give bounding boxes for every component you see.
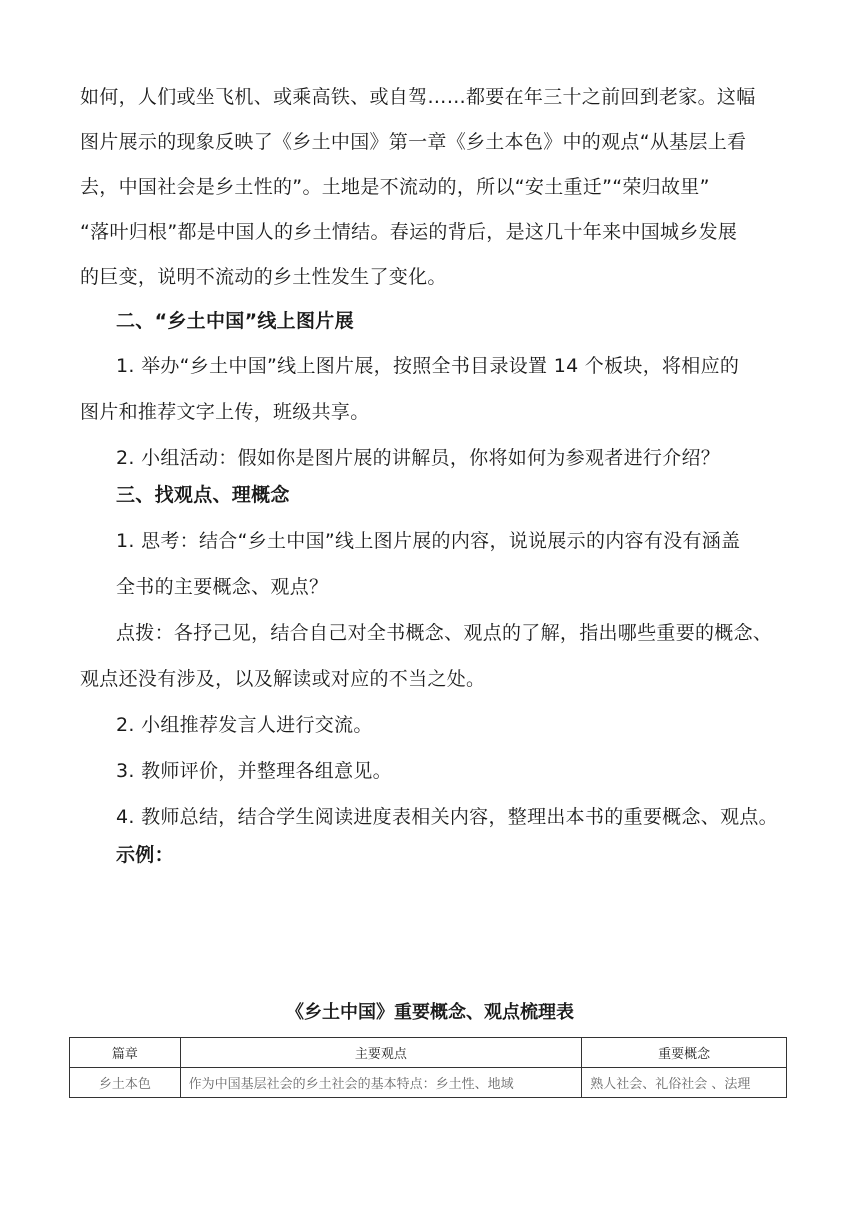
- example-label: 示例：: [116, 844, 174, 866]
- section3-tip-line1: 点拨：各抒己见，结合自己对全书概念、观点的了解，指出哪些重要的概念、: [116, 622, 773, 644]
- cell-key-concepts: 熟人社会、礼俗社会 、法理: [582, 1068, 787, 1098]
- header-key-concepts: 重要概念: [582, 1038, 787, 1068]
- cell-chapter: 乡土本色: [70, 1068, 181, 1098]
- section3-item4: 4. 教师总结，结合学生阅读进度表相关内容，整理出本书的重要概念、观点。: [116, 806, 778, 828]
- section2-heading: 二、“乡土中国”线上图片展: [116, 310, 354, 332]
- table-header-row: [70, 1038, 787, 1068]
- section2-item1-line1: 1. 举办“乡土中国”线上图片展，按照全书目录设置 14 个板块，将相应的: [116, 355, 740, 377]
- concept-table: [69, 1037, 787, 1098]
- header-main-viewpoint: 主要观点: [180, 1038, 582, 1068]
- intro-line-3: 去，中国社会是乡土性的”。土地是不流动的，所以“安土重迁”“荣归故里”: [80, 176, 710, 198]
- table-title: 《乡土中国》重要概念、观点梳理表: [286, 1002, 574, 1023]
- section3-item1-line2: 全书的主要概念、观点？: [116, 576, 329, 598]
- cell-main-viewpoint: 作为中国基层社会的乡土社会的基本特点：乡土性、地域: [180, 1068, 582, 1098]
- intro-line-2: 图片展示的现象反映了《乡土中国》第一章《乡土本色》中的观点“从基层上看: [80, 131, 747, 153]
- section3-item1-line1: 1. 思考：结合“乡土中国”线上图片展的内容，说说展示的内容有没有涵盖: [116, 530, 741, 552]
- section3-heading: 三、找观点、理概念: [116, 484, 290, 506]
- section3-item3: 3. 教师评价，并整理各组意见。: [116, 760, 392, 782]
- header-chapter: 篇章: [70, 1038, 181, 1068]
- intro-line-5: 的巨变，说明不流动的乡土性发生了变化。: [80, 266, 447, 288]
- table-row: [70, 1068, 787, 1098]
- section3-tip-line2: 观点还没有涉及，以及解读或对应的不当之处。: [80, 668, 486, 690]
- section2-item2: 2. 小组活动：假如你是图片展的讲解员，你将如何为参观者进行介绍？: [116, 447, 721, 469]
- intro-line-1: 如何，人们或坐飞机、或乘高铁、或自驾……都要在年三十之前回到老家。这幅: [80, 86, 756, 108]
- section2-item1-line2: 图片和推荐文字上传，班级共享。: [80, 401, 370, 423]
- section3-item2: 2. 小组推荐发言人进行交流。: [116, 714, 373, 736]
- intro-line-4: “落叶归根”都是中国人的乡土情结。春运的背后，是这几十年来中国城乡发展: [80, 221, 738, 243]
